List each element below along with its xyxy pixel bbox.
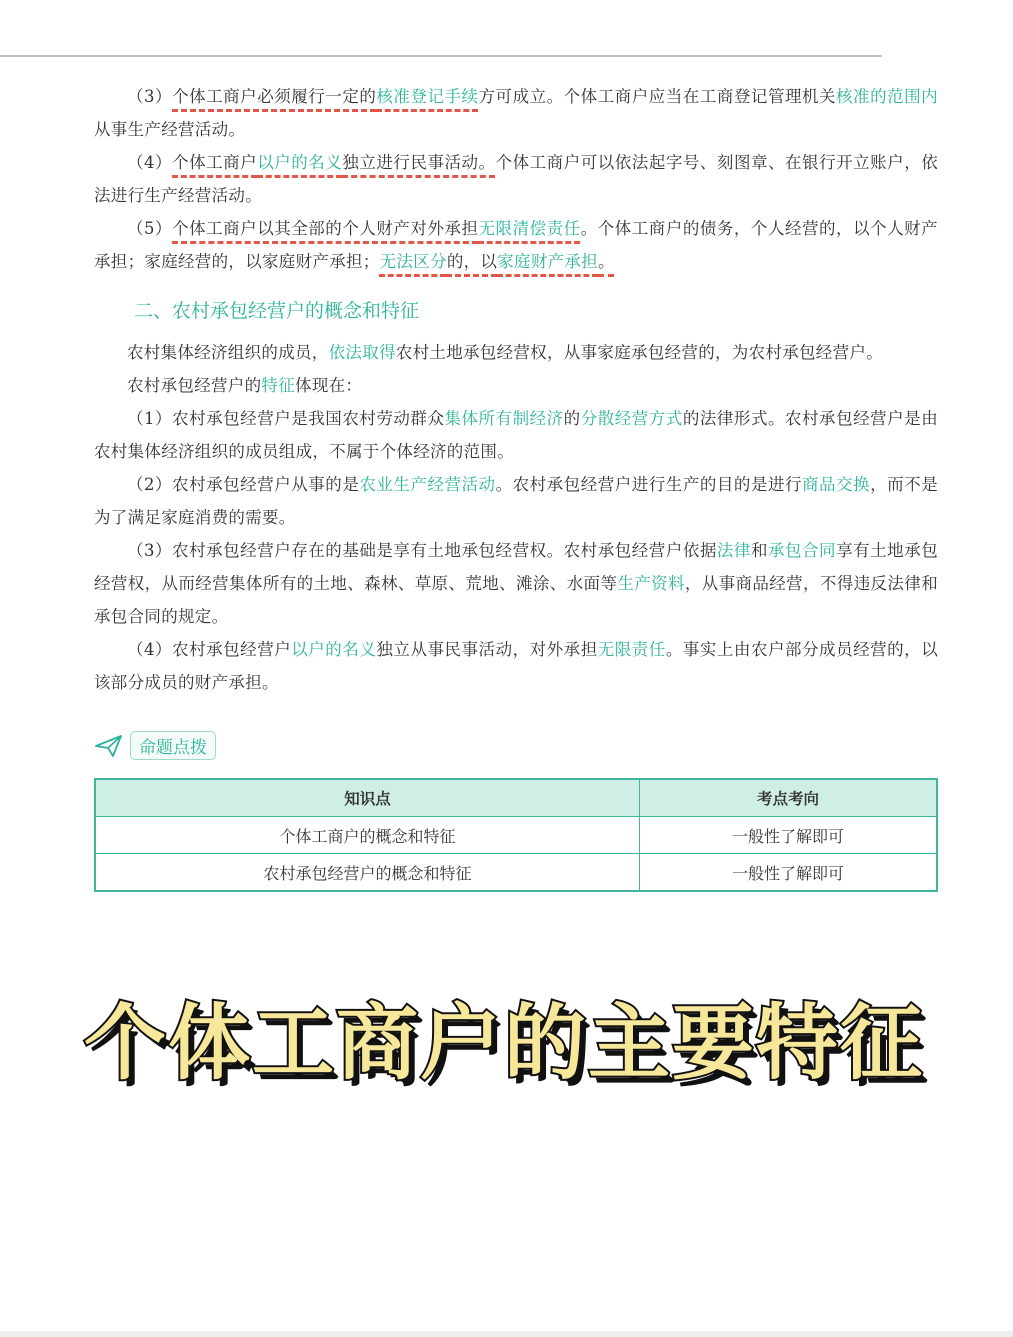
highlight-term: 无限清偿责任 — [478, 219, 581, 238]
column-header: 知识点 — [95, 779, 640, 817]
page-content — [94, 80, 938, 892]
highlight-term: 生产资料 — [617, 574, 685, 593]
features-intro: 农村承包经营户的特征体现在： — [127, 376, 363, 395]
highlight-term: 以户的名义 — [291, 640, 377, 659]
definition-paragraph: 农村集体经济组织的成员，依法取得农村土地承包经营权，从事家庭承包经营的，为农村承包经营户。 — [127, 343, 884, 362]
table-cell: 一般性了解即可 — [640, 854, 937, 892]
section-heading: 二、农村承包经营户的概念和特征 — [134, 300, 420, 322]
highlight-term: 依法取得 — [328, 343, 396, 362]
underlined-phrase: 个体工商户必须履行一定的核准登记手续 — [172, 87, 479, 106]
top-rule — [0, 55, 882, 57]
paper-plane-icon — [94, 734, 124, 758]
paragraph-5: （5）个体工商户以其全部的个人财产对外承担无限清偿责任。个体工商户的债务，个人经营的，以个人财产承担；家庭经营的，以家庭财产承担；无法区分的，以家庭财产承担。 — [94, 219, 938, 271]
highlight-term: 商品交换 — [802, 475, 871, 494]
table-row — [95, 817, 937, 854]
highlight-term: 无法区分 — [379, 252, 447, 271]
feature-3: （3）农村承包经营户存在的基础是享有土地承包经营权。农村承包经营户依据法律和承包合同享有土地承包经营权，从而经营集体所有的土地、森林、草原、荒地、滩涂、水面等生产资料，从事商品经营，不得违反法律和承包合同的规定。 — [94, 541, 939, 626]
highlight-term: 承包合同 — [767, 541, 837, 560]
feature-2: （2）农村承包经营户从事的是农业生产经营活动。农村承包经营户进行生产的目的是进行商品交换，而不是为了满足家庭消费的需要。 — [94, 475, 939, 527]
knowledge-table — [94, 778, 938, 892]
paragraph-4: （4）个体工商户以户的名义独立进行民事活动。个体工商户可以依法起字号、刻图章、在银行开立账户，依法进行生产经营活动。 — [94, 153, 939, 205]
feature-1: （1）农村承包经营户是我国农村劳动群众集体所有制经济的分散经营方式的法律形式。农村承包经营户是由农村集体经济组织的成员组成，不属于个体经济的范围。 — [94, 409, 938, 461]
highlight-term: 核准的范围内 — [836, 87, 938, 106]
overlay-title: 个体工商户的主要特征 — [84, 996, 925, 1091]
highlight-term: 无限责任 — [597, 640, 666, 659]
table-row — [95, 854, 937, 892]
bottom-band — [0, 1331, 1013, 1337]
table-cell: 个体工商户的概念和特征 — [95, 817, 640, 854]
highlight-term: 农业生产经营活动 — [359, 475, 496, 494]
underlined-phrase: 个体工商户以户的名义独立进行民事活动。 — [172, 153, 496, 172]
highlight-term: 家庭财产承担 — [497, 252, 599, 271]
table-cell: 一般性了解即可 — [640, 817, 937, 854]
highlight-term: 法律 — [716, 541, 751, 560]
table-header-row — [95, 779, 937, 817]
underlined-phrase: 个体工商户以其全部的个人财产对外承担无限清偿责任 — [172, 219, 581, 238]
item-number: （4） — [127, 153, 173, 172]
highlight-term: 以户的名义 — [257, 153, 343, 172]
column-header: 考点考向 — [640, 779, 937, 817]
tip-header — [94, 731, 938, 760]
paragraph-3: （3）个体工商户必须履行一定的核准登记手续方可成立。个体工商户应当在工商登记管理机关核准的范围内从事生产经营活动。 — [94, 87, 938, 139]
feature-4: （4）农村承包经营户以户的名义独立从事民事活动，对外承担无限责任。事实上由农户部分成员经营的，以该部分成员的财产承担。 — [94, 640, 939, 692]
highlight-term: 核准登记手续 — [376, 87, 479, 106]
highlight-term: 分散经营方式 — [580, 409, 683, 428]
highlight-term: 集体所有制经济 — [444, 409, 564, 428]
tip-label: 命题点拨 — [130, 731, 216, 760]
item-number: （5） — [127, 219, 173, 238]
table-cell: 农村承包经营户的概念和特征 — [95, 854, 640, 892]
item-number: （3） — [127, 87, 173, 106]
highlight-term: 特征 — [261, 376, 296, 395]
underlined-phrase: 无法区分的，以家庭财产承担。 — [379, 252, 615, 271]
